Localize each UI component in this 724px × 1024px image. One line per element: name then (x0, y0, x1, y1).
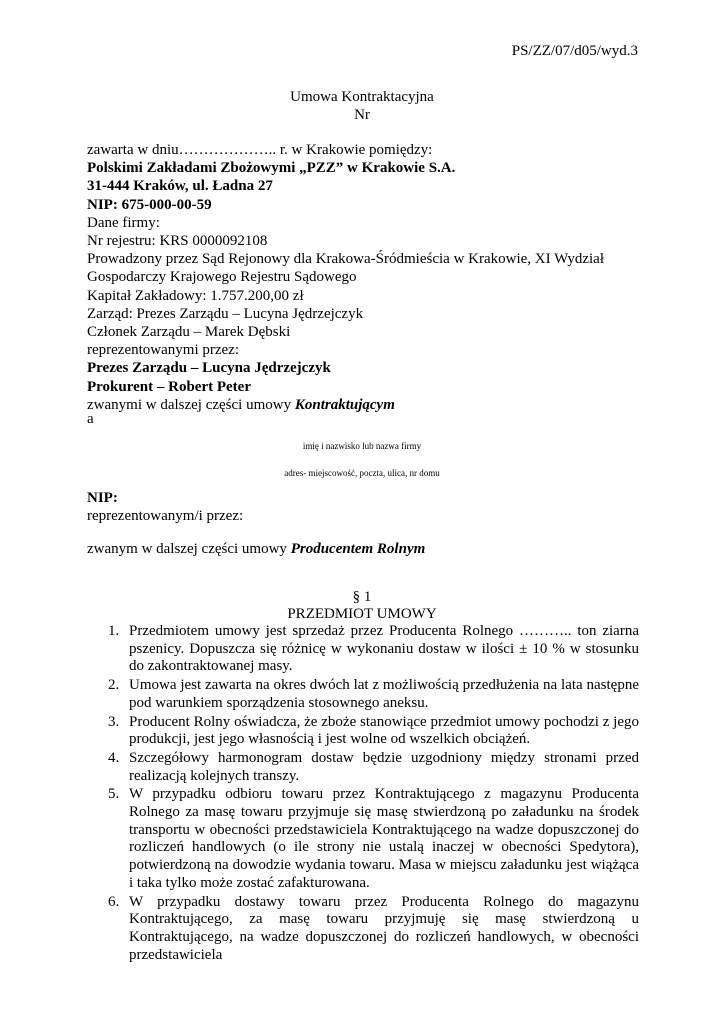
list-item (87, 894, 639, 965)
company-name: Polskimi Zakładami Zbożowymi „PZZ” w Krakowie S.A. (87, 160, 456, 177)
court-line-1: Prowadzony przez Sąd Rejonowy dla Krakowa-Śródmieścia w Krakowie, XI Wydział (87, 251, 605, 268)
item-number: 5. (108, 786, 120, 803)
producer-role-prefix: zwanym w dalszej części umowy (87, 541, 291, 557)
court-line-2: Gospodarczy Krajowego Rejestru Sądowego (87, 269, 357, 286)
section-items (87, 623, 639, 965)
contract-number-label: Nr (354, 107, 370, 123)
concluded-prefix: zawarta w dniu (87, 142, 179, 158)
company-data-label: Dane firmy: (87, 214, 160, 231)
item-text: Umowa jest zawarta na okres dwóch lat z możliwością przedłużenia na lata następne pod warunkiem sporządzenia stosownego aneksu. (129, 677, 639, 711)
list-item (87, 750, 639, 785)
concluded-line (87, 141, 647, 159)
section-title: PRZEDMIOT UMOWY (287, 606, 437, 622)
item-number: 1. (108, 623, 120, 639)
producer-nip-label: NIP: (87, 490, 118, 506)
item-number: 2. (108, 677, 120, 694)
item-text: Szczegółowy harmonogram dostaw będzie uzgodniony między stronami przed realizacją kolejnych transzy. (129, 749, 639, 784)
item-text: Producent Rolny oświadcza, że zboże stanowiące przedmiot umowy pochodzi z jego produkcji, jest jego własnością i jest wolne od wszelkich obciążeń. (129, 713, 639, 748)
list-item (87, 623, 639, 676)
company-nip: NIP: 675-000-00-59 (87, 196, 212, 213)
name-field-caption: imię i nazwisko lub nazwa firmy (302, 441, 422, 451)
conjunction-a: a (87, 411, 94, 427)
item-text: W przypadku odbioru towaru przez Kontraktującego z magazynu Producenta Rolnego za masę towaru przyjmuje się masę stwierdzoną po załadunku na środek transportu w obecności przedstawiciela Kontraktującego na wadze dopuszczonej do rozliczeń handlowych (o ile strony nie ustalą inaczej w obecności Spedytora), potwierdzoną na dowodzie wydania towaru. Masa w miejscu załadunku jest wiążąca i taka tylko może zostać zafakturowana. (129, 786, 639, 891)
representative-2: Prokurent – Robert Peter (87, 378, 251, 395)
date-placeholder-dots: ……………….. (178, 142, 277, 158)
representative-1: Prezes Zarządu – Lucyna Jędrzejczyk (87, 360, 331, 377)
contract-parties-header (87, 141, 647, 414)
contract-title: Umowa Kontraktacyjna (290, 89, 434, 105)
list-item (87, 677, 639, 712)
role-contractor: Kontraktującym (294, 396, 395, 413)
address-field-caption: adres- miejscowość, poczta, ulica, nr domu (284, 468, 440, 478)
company-address: 31-444 Kraków, ul. Ładna 27 (87, 178, 273, 195)
producer-represented-by: reprezentowanym/i przez: (87, 508, 244, 525)
item-number: 6. (108, 893, 120, 910)
company-krs: Nr rejestru: KRS 0000092108 (87, 233, 268, 250)
document-reference-code: PS/ZZ/07/d05/wyd.3 (511, 43, 638, 59)
role-producer: Producentem Rolnym (290, 541, 426, 557)
producer-role-line (87, 540, 647, 558)
share-capital: Kapitał Zakładowy: 1.757.200,00 zł (87, 287, 304, 304)
section-number: § 1 (352, 589, 372, 605)
concluded-suffix: r. w Krakowie pomiędzy: (276, 142, 433, 158)
list-item (87, 714, 639, 749)
item-text: Przedmiotem umowy jest sprzedaż przez Producenta Rolnego ……….. ton ziarna pszenicy. Dopuszcza się różnicę w wykonaniu dostaw w ilości ± 10 % w stosunku do zakontraktowanej masy. (129, 623, 639, 675)
role-prefix: zwanymi w dalszej części umowy (87, 396, 295, 413)
producer-block (87, 489, 647, 525)
board-member: Członek Zarządu – Marek Dębski (87, 324, 291, 341)
item-text: W przypadku dostawy towaru przez Producenta Rolnego do magazynu Kontraktującego, za masę towaru przyjmuję się masę stwierdzoną u Kontraktującego, na wadze dopuszczonej do rozliczeń handlowych, w obecności przedstawiciela (129, 893, 639, 963)
list-item (87, 786, 639, 892)
item-number: 4. (108, 749, 120, 766)
item-number: 3. (108, 713, 120, 730)
board-president: Zarząd: Prezes Zarządu – Lucyna Jędrzejczyk (87, 305, 364, 322)
represented-by-label: reprezentowanymi przez: (87, 342, 239, 359)
